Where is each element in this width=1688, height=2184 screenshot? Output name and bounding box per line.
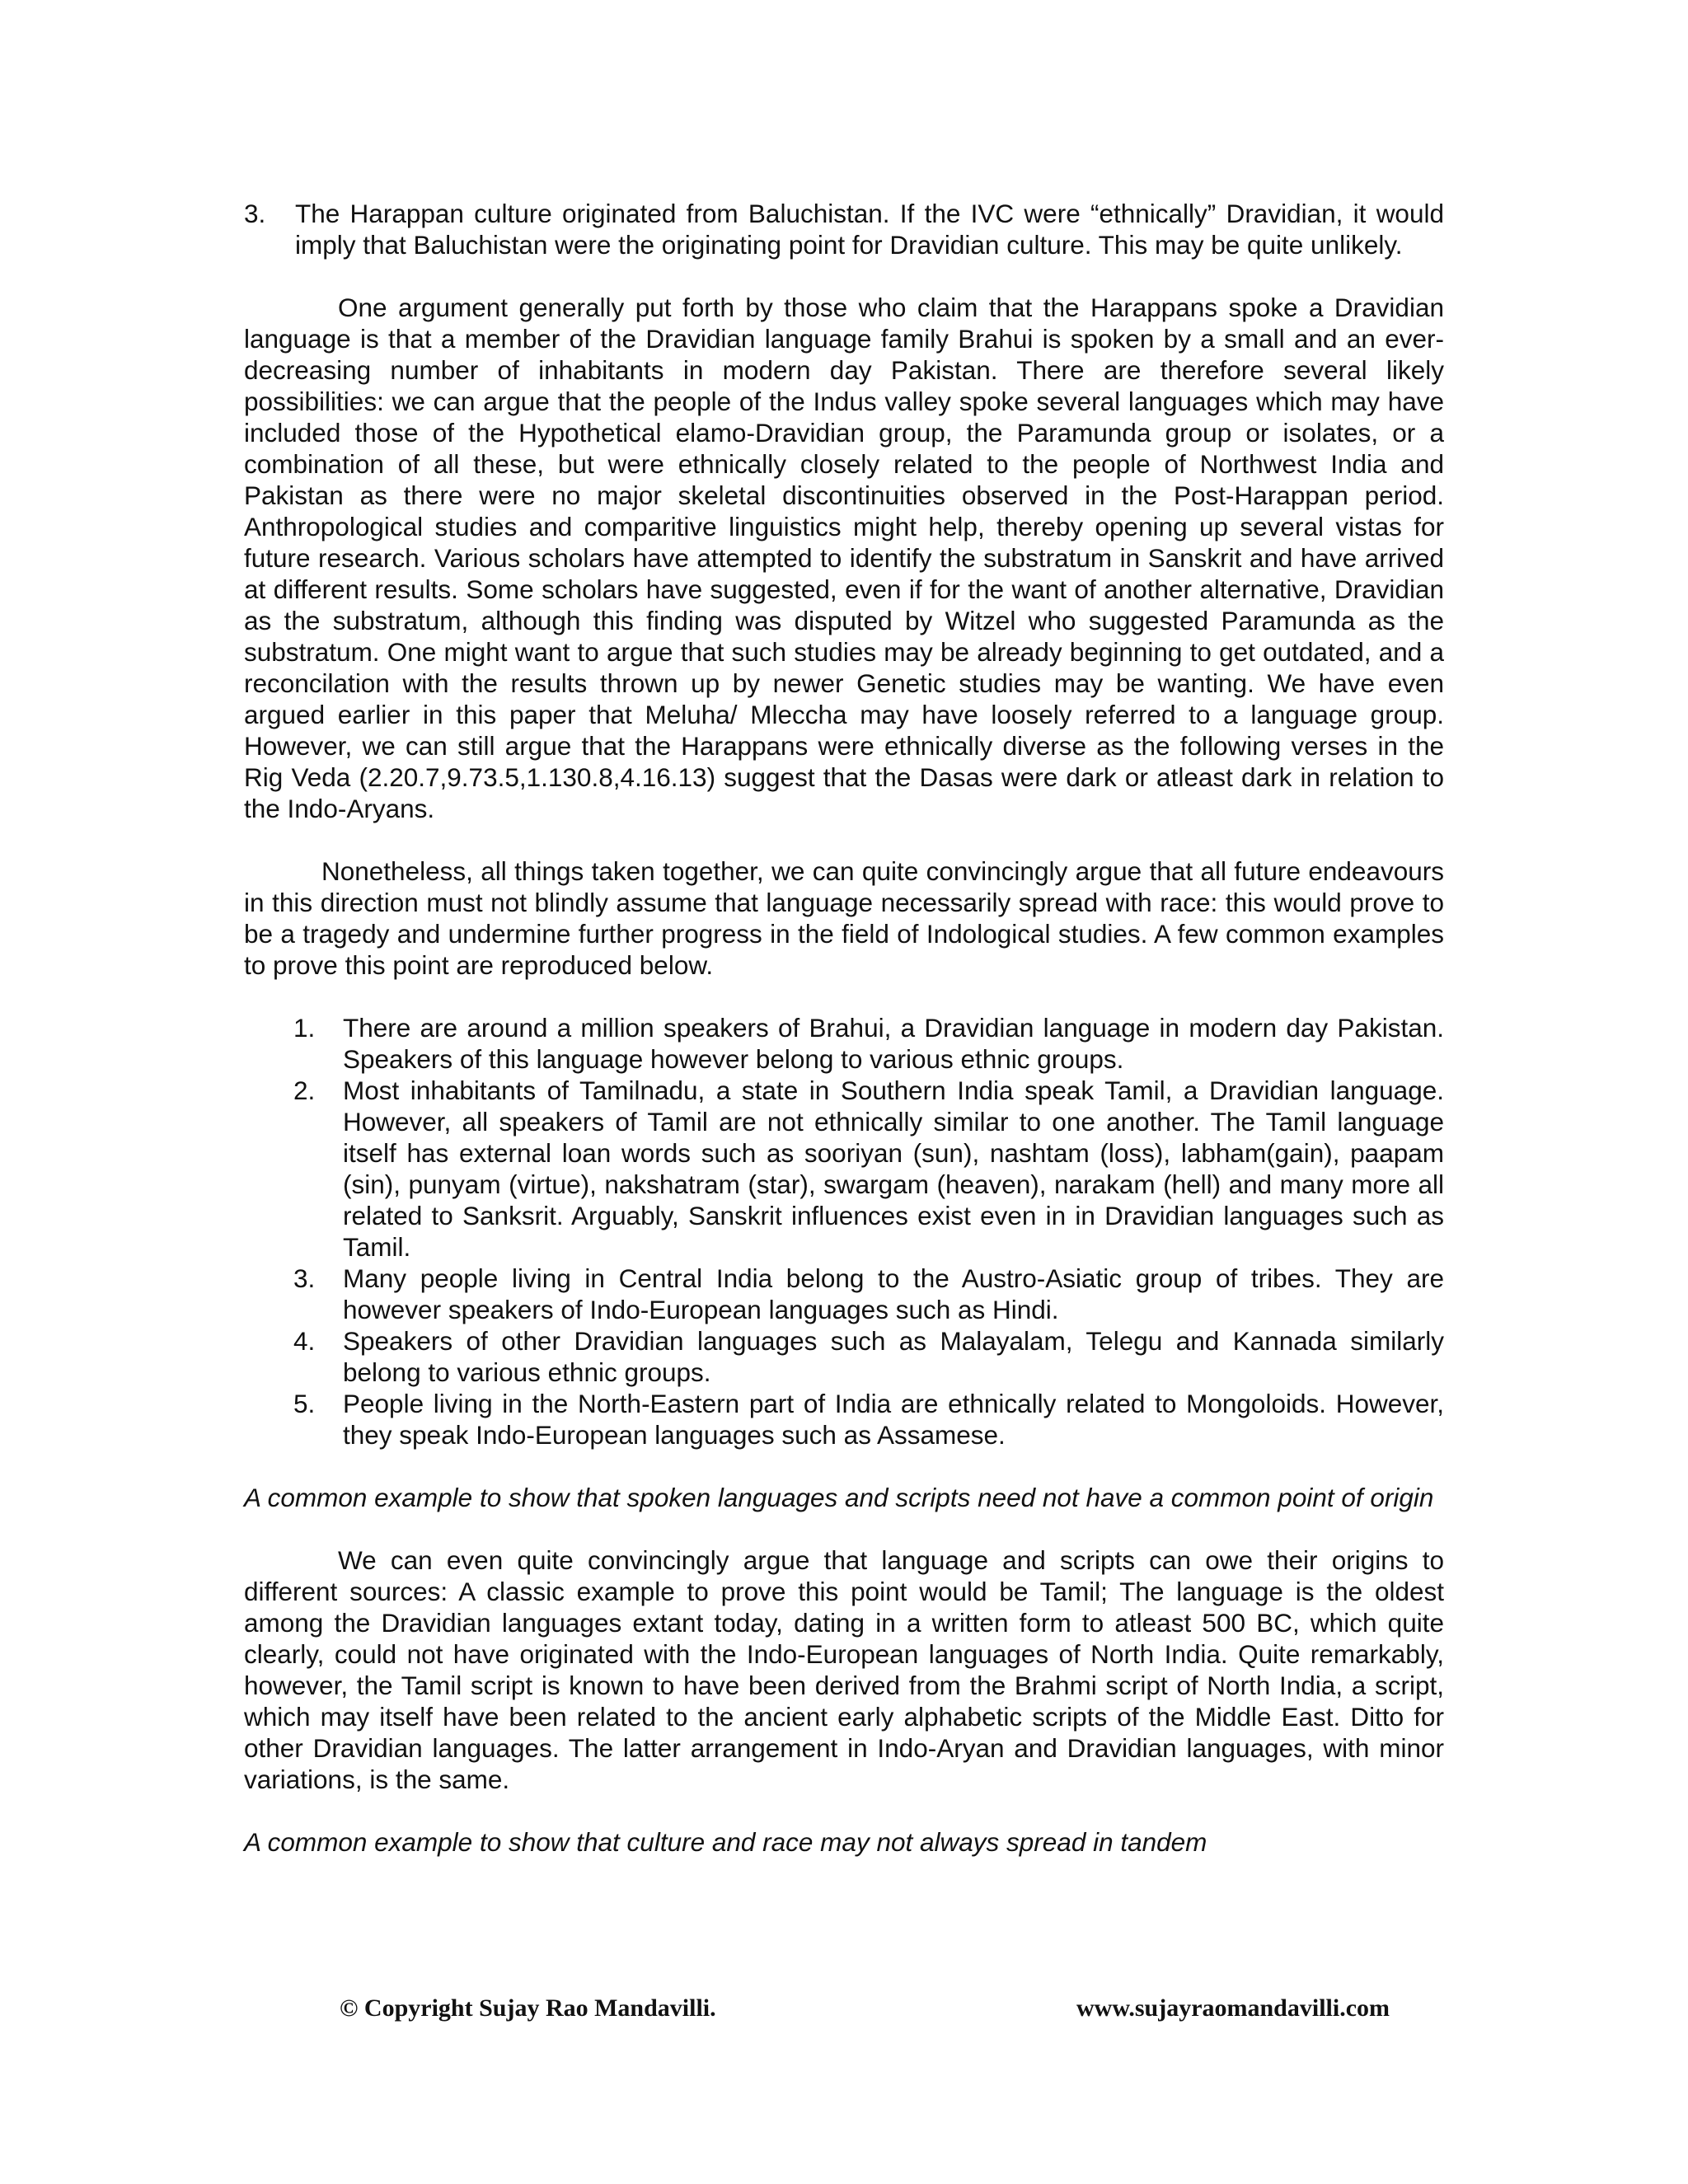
list-number: 3.: [244, 199, 266, 228]
list-number: 1.: [293, 1013, 316, 1043]
list-item: [244, 1075, 1444, 1263]
numbered-item-3: [244, 198, 1444, 260]
list-item: [244, 1012, 1444, 1075]
list-item-text: There are around a million speakers of Brahui, a Dravidian language in modern day Pakistan. Speakers of this language however belong to various ethnic groups.: [343, 1013, 1444, 1074]
list-item-text: People living in the North-Eastern part of India are ethnically related to Mongoloids. However, they speak Indo-European languages such as Assamese.: [343, 1389, 1444, 1450]
copyright-notice: © Copyright Sujay Rao Mandavilli.: [340, 1994, 716, 2022]
section-heading-culture-race: A common example to show that culture and race may not always spread in tandem: [244, 1827, 1207, 1857]
page-footer: [0, 1994, 1688, 2027]
list-number: 4.: [293, 1326, 316, 1356]
list-number: 3.: [293, 1263, 316, 1293]
list-item-text: Most inhabitants of Tamilnadu, a state in Southern India speak Tamil, a Dravidian language. However, all speakers of Tamil are not ethnically similar to one another. The Tamil language itself has external loan words such as sooriyan (sun), nashtam (loss), labham(gain), paapam (sin), punyam (virtue), nakshatram (star), swargam (heaven), narakam (hell) and many more all related to Sanksrit. Arguably, Sanskrit influences exist even in in Dravidian languages such as Tamil.: [343, 1076, 1444, 1262]
paragraph-tamil-script: We can even quite convincingly argue that language and scripts can owe their origins to different sources: A classic example to prove this point would be Tamil; The language is the oldest among the Dravidian languages extant today, dating in a written form to atleast 500 BC, which quite clearly, could not have originated with the Indo-European languages of North India. Quite remarkably, however, the Tamil script is known to have been derived from the Brahmi script of North India, a script, which may itself have been related to the ancient early alphabetic scripts of the Middle East. Ditto for other Dravidian languages. The latter arrangement in Indo-Aryan and Dravidian languages, with minor variations, is the same.: [244, 1545, 1444, 1794]
paragraph-dravidian-argument: One argument generally put forth by those who claim that the Harappans spoke a Dravidian language is that a member of the Dravidian language family Brahui is spoken by a small and an ever-decreasing number of inhabitants in modern day Pakistan. There are therefore several likely possibilities: we can argue that the people of the Indus valley spoke several languages which may have included those of the Hypothetical elamo-Dravidian group, the Paramunda group or isolates, or a combination of all these, but were ethnically closely related to the people of Northwest India and Pakistan as there were no major skeletal discontinuities observed in the Post-Harappan period. Anthropological studies and comparitive linguistics might help, thereby opening up several vistas for future research. Various scholars have attempted to identify the substratum in Sanskrit and have arrived at different results. Some scholars have suggested, even if for the want of another alternative, Dravidian as the substratum, although this finding was disputed by Witzel who suggested Paramunda as the substratum. One might want to argue that such studies may be already beginning to get outdated, and a reconcilation with the results thrown up by newer Genetic studies may be wanting. We have even argued earlier in this paper that Meluha/ Mleccha may have loosely referred to a language group. However, we can still argue that the Harappans were ethnically diverse as the following verses in the Rig Veda (2.20.7,9.73.5,1.130.8,4.16.13) suggest that the Dasas were dark or atleast dark in relation to the Indo-Aryans.: [244, 293, 1444, 823]
list-item: [244, 1325, 1444, 1388]
section-heading-scripts: A common example to show that spoken languages and scripts need not have a common point of origin: [244, 1483, 1434, 1512]
list-number: 2.: [293, 1076, 316, 1105]
document-page: [244, 198, 1444, 1858]
paragraph-nonetheless: Nonetheless, all things taken together, we can quite convincingly argue that all future endeavours in this direction must not blindly assume that language necessarily spread with race: this would prove to be a tragedy and undermine further progress in the field of Indological studies. A few common examples to prove this point are reproduced below.: [244, 856, 1444, 980]
list-item-text: The Harappan culture originated from Baluchistan. If the IVC were “ethnically” Dravidian, it would imply that Baluchistan were the originating point for Dravidian culture. This may be quite unlikely.: [295, 199, 1444, 260]
list-number: 5.: [293, 1389, 316, 1418]
examples-list: [244, 1012, 1444, 1451]
list-item-text: Speakers of other Dravidian languages such as Malayalam, Telegu and Kannada similarly belong to various ethnic groups.: [343, 1326, 1444, 1387]
list-item-text: Many people living in Central India belong to the Austro-Asiatic group of tribes. They are however speakers of Indo-European languages such as Hindi.: [343, 1263, 1444, 1324]
website-url: www.sujayraomandavilli.com: [1076, 1994, 1390, 2022]
list-item: [244, 1263, 1444, 1325]
list-item: [244, 1388, 1444, 1451]
